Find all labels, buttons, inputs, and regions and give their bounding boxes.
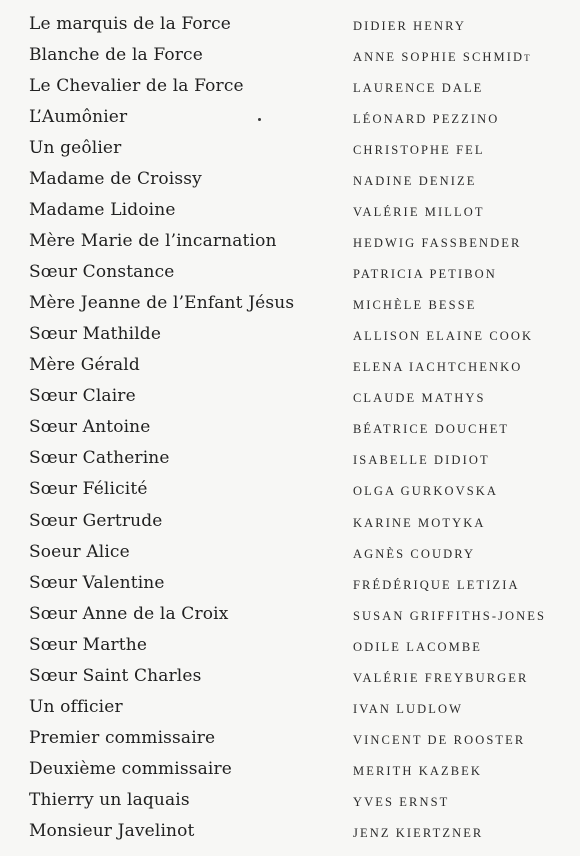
performer-name: OLGA GURKOVSKA [353,484,499,499]
performer-name: KARINE MOTYKA [353,515,486,530]
role-name: Mère Marie de l’incarnation [29,231,277,252]
cast-row [0,71,580,102]
role-name: Sœur Félicité [29,479,148,500]
role-name: Thierry un laquais [29,789,190,810]
performer-name: ISABELLE DIDIOT [353,453,490,468]
cast-row [0,288,580,319]
performer-name: NADINE DENIZE [353,174,477,189]
performer-name: PATRICIA PETIBON [353,267,497,282]
performer-name: ALLISON ELAINE COOK [353,329,534,344]
cast-row [0,816,580,847]
cast-row [0,692,580,723]
performer-name: HEDWIG FASSBENDER [353,236,522,251]
cast-row [0,785,580,816]
role-name: Sœur Valentine [29,572,165,593]
cast-row [0,319,580,350]
performer-name: DIDIER HENRY [353,19,467,33]
cast-row [0,195,580,226]
role-name: Soeur Alice [29,541,130,562]
cast-row [0,164,580,195]
performer-name: VINCENT DE ROOSTER [353,732,526,747]
cast-row [0,723,580,754]
role-name: Un officier [29,696,123,717]
performer-name: LÉONARD PEZZINO [353,112,500,127]
cast-row [0,599,580,630]
cast-row [0,754,580,785]
performer-name: MERITH KAZBEK [353,763,483,778]
performer-name: ODILE LACOMBE [353,639,483,654]
role-name: Madame Lidoine [29,200,176,221]
role-name: L’Aumônier [29,107,128,128]
performer-name: CHRISTOPHE FEL [353,143,485,158]
role-name: Sœur Constance [29,262,175,283]
performer-name: IVAN LUDLOW [353,701,464,716]
performer-name: VALÉRIE MILLOT [353,205,485,220]
performer-name: MICHÈLE BESSE [353,298,477,313]
role-name: Sœur Saint Charles [29,665,202,686]
cast-row [0,350,580,381]
cast-list [0,9,580,847]
cast-row [0,630,580,661]
performer-name: ANNE SOPHIE SCHMIDt [353,50,532,65]
role-name: Sœur Catherine [29,448,170,469]
cast-row [0,537,580,568]
performer-name: VALÉRIE FREYBURGER [353,670,529,685]
role-name: Un geôlier [29,138,122,159]
role-name: Mère Jeanne de l’Enfant Jésus [29,293,295,314]
role-name: Deuxième commissaire [29,758,232,779]
cast-row [0,102,580,133]
role-name: Madame de Croissy [29,169,202,190]
performer-name: FRÉDÉRIQUE LETIZIA [353,577,520,592]
cast-row [0,40,580,71]
role-name: Sœur Claire [29,386,136,407]
cast-row [0,9,580,40]
cast-row [0,506,580,537]
role-name: Blanche de la Force [29,45,203,66]
role-name: Sœur Anne de la Croix [29,603,229,624]
cast-row [0,661,580,692]
cast-row [0,133,580,164]
role-name: Le marquis de la Force [29,14,231,34]
performer-name: JENZ KIERTZNER [353,825,484,840]
performer-name: LAURENCE DALE [353,81,484,96]
performer-name: AGNÈS COUDRY [353,546,476,561]
cast-row [0,474,580,505]
cast-row [0,257,580,288]
role-name: Sœur Gertrude [29,510,163,531]
performer-name: YVES ERNST [353,794,450,809]
cast-row [0,226,580,257]
cast-row [0,443,580,474]
role-name: Sœur Antoine [29,417,151,438]
performer-name: BÉATRICE DOUCHET [353,422,510,437]
role-name: Sœur Mathilde [29,324,162,345]
cast-row [0,381,580,412]
role-name: Sœur Marthe [29,634,148,655]
role-name: Mère Gérald [29,355,140,376]
role-name: Premier commissaire [29,727,216,748]
role-name: Monsieur Javelinot [29,820,195,841]
performer-name: ELENA IACHTCHENKO [353,360,523,375]
cast-row [0,568,580,599]
performer-name: SUSAN GRIFFITHS-JONES [353,608,547,623]
performer-name: CLAUDE MATHYS [353,391,486,406]
role-name: Le Chevalier de la Force [29,76,244,97]
cast-row [0,412,580,443]
